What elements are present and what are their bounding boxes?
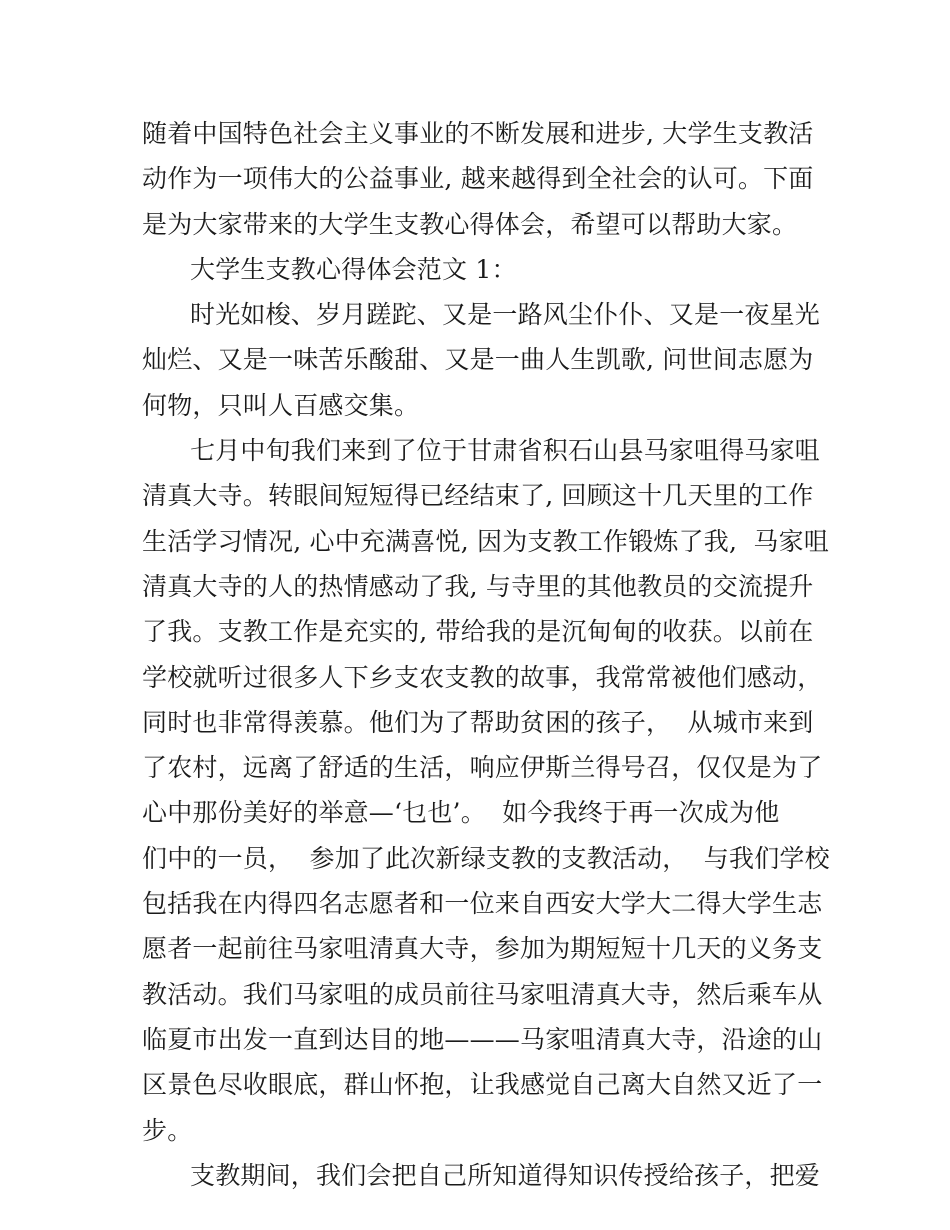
text-line: 临夏市出发一直到达目的地———马家咀清真大寺，沿途的山 bbox=[142, 1024, 823, 1054]
text-line: 心中那份美好的举意—‘乜也’。 如今我终于再一次成为他 bbox=[142, 798, 780, 828]
text-line: 是为大家带来的大学生支教心得体会，希望可以帮助大家。 bbox=[142, 209, 798, 239]
document-body bbox=[142, 111, 830, 1198]
text-line: 教活动。我们马家咀的成员前往马家咀清真大寺，然后乘车从 bbox=[142, 979, 823, 1009]
text-line: 学校就听过很多人下乡支农支教的故事，我常常被他们感动， bbox=[142, 662, 823, 692]
text-line: 动作为一项伟大的公益事业, 越来越得到全社会的认可。下面 bbox=[142, 164, 814, 194]
text-line: 清真大寺的人的热情感动了我, 与寺里的其他教员的交流提升 bbox=[142, 571, 814, 601]
text-line: 灿烂、又是一味苦乐酸甜、又是一曲人生凯歌, 问世间志愿为 bbox=[142, 345, 814, 375]
text-line: 何物，只叫人百感交集。 bbox=[142, 390, 420, 420]
text-line: 了农村，远离了舒适的生活，响应伊斯兰得号召，仅仅是为了 bbox=[142, 753, 823, 783]
text-line: 清真大寺。转眼间短短得已经结束了, 回顾这十几天里的工作 bbox=[142, 481, 814, 511]
text-line: 支教期间，我们会把自己所知道得知识传授给孩子，把爱 bbox=[190, 1160, 821, 1190]
text-line: 同时也非常得羡慕。他们为了帮助贫困的孩子， 从城市来到 bbox=[142, 707, 814, 737]
text-line: 包括我在内得四名志愿者和一位来自西安大学大二得大学生志 bbox=[142, 889, 823, 919]
text-line: 区景色尽收眼底，群山怀抱，让我感觉自己离大自然又近了一 bbox=[142, 1070, 823, 1100]
text-line: 步。 bbox=[142, 1115, 193, 1145]
text-line: 随着中国特色社会主义事业的不断发展和进步, 大学生支教活 bbox=[142, 119, 814, 148]
text-line: 生活学习情况, 心中充满喜悦, 因为支教工作锻炼了我, 马家咀 bbox=[142, 526, 830, 556]
text-line: 们中的一员， 参加了此次新绿支教的支教活动， 与我们学校 bbox=[142, 843, 830, 873]
text-line: 七月中旬我们来到了位于甘肃省积石山县马家咀得马家咀 bbox=[190, 436, 821, 466]
text-line: 时光如梭、岁月蹉跎、又是一路风尘仆仆、又是一夜星光 bbox=[190, 300, 821, 330]
text-line: 了我。支教工作是充实的, 带给我的是沉甸甸的收获。以前在 bbox=[142, 617, 814, 647]
text-line: 愿者一起前往马家咀清真大寺，参加为期短短十几天的义务支 bbox=[142, 934, 823, 964]
section-heading: 大学生支教心得体会范文 1： bbox=[190, 254, 517, 284]
